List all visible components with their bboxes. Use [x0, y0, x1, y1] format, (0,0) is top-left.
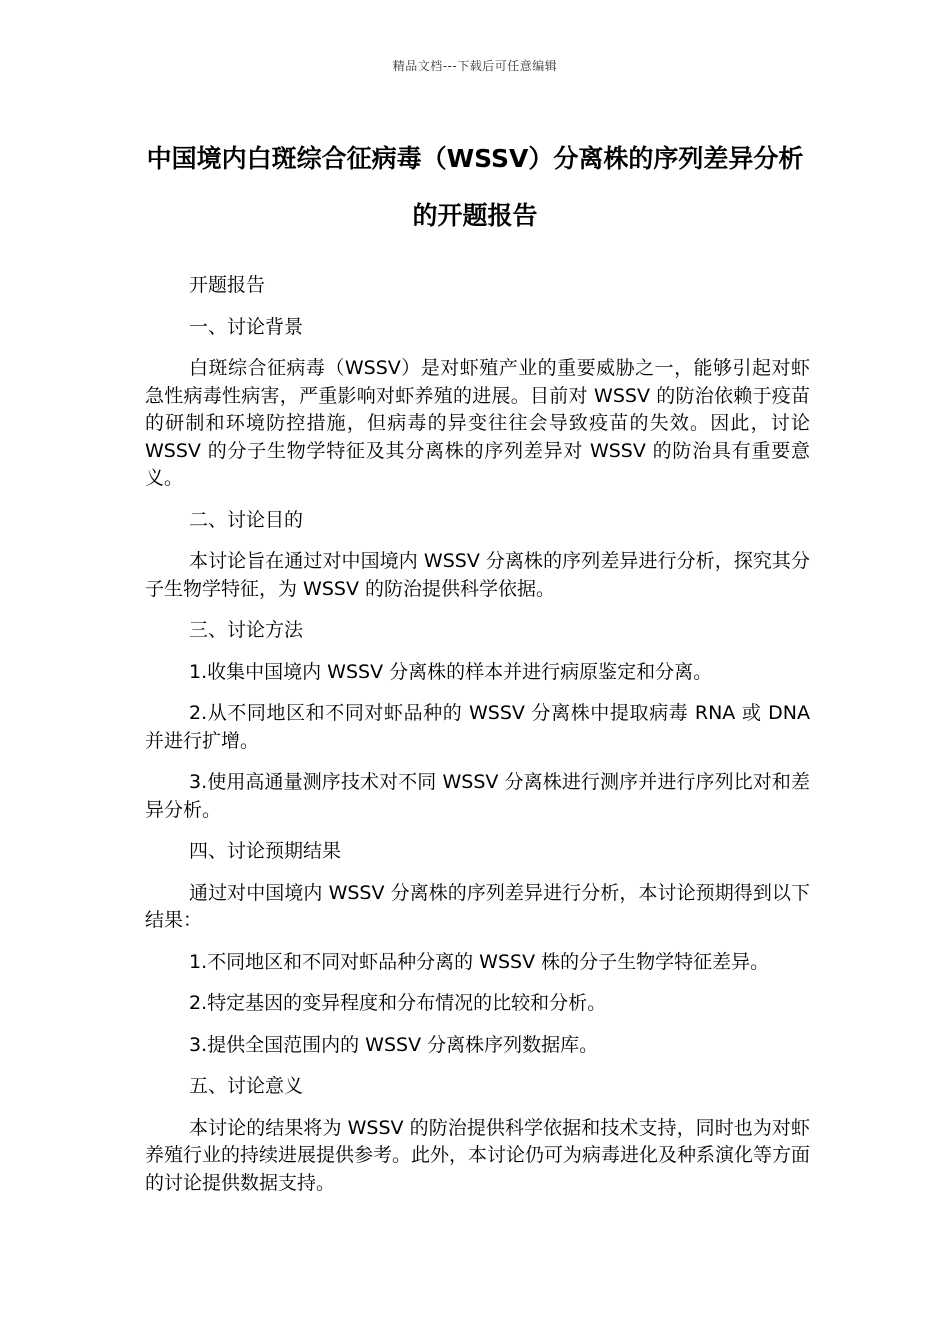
section-heading-significance: 五、讨论意义: [189, 1075, 304, 1097]
document-body: [145, 272, 810, 1211]
paragraph-report-label: 开题报告: [189, 274, 266, 296]
list-item-method-2: 2.从不同地区和不同对虾品种的 WSSV 分离株中提取病毒 RNA 或 DNA 并进行扩增。: [145, 702, 810, 752]
paragraph-significance: 本讨论的结果将为 WSSV 的防治提供科学依据和技术支持，同时也为对虾养殖行业的持续进展提供参考。此外，本讨论仍可为病毒进化及种系演化等方面的讨论提供数据支持。: [145, 1116, 811, 1194]
document-title: 中国境内白斑综合征病毒（WSSV）分离株的序列差异分析的开题报告: [146, 144, 804, 230]
list-item-result-3: 3.提供全国范围内的 WSSV 分离株序列数据库。: [189, 1033, 599, 1056]
paragraph-expected-results: 通过对中国境内 WSSV 分离株的序列差异进行分析，本讨论预期得到以下结果：: [145, 881, 810, 931]
paragraph-background: 白斑综合征病毒（WSSV）是对虾殖产业的重要威胁之一，能够引起对虾急性病毒性病害，严重影响对虾养殖的进展。目前对 WSSV 的防治依赖于疫苗的研制和环境防控措施，但病毒的异变往往会导致疫苗的失效。因此，讨论 WSSV 的分子生物学特征及其分离株的序列差异对 WSSV 的防治具有重要意义。: [145, 357, 810, 489]
page-header: 精品文档---下载后可任意编辑: [392, 59, 558, 73]
list-item-result-1: 1.不同地区和不同对虾品种分离的 WSSV 株的分子生物学特征差异。: [189, 950, 770, 973]
list-item-method-3: 3.使用高通量测序技术对不同 WSSV 分离株进行测序并进行序列比对和差异分析。: [145, 771, 810, 821]
list-item-method-1: 1.收集中国境内 WSSV 分离株的样本并进行病原鉴定和分离。: [189, 660, 713, 683]
list-item-result-2: 2.特定基因的变异程度和分布情况的比较和分析。: [189, 992, 607, 1014]
section-heading-background: 一、讨论背景: [189, 315, 304, 338]
paragraph-purpose: 本讨论旨在通过对中国境内 WSSV 分离株的序列差异进行分析，探究其分子生物学特征，为 WSSV 的防治提供科学依据。: [145, 550, 810, 600]
section-heading-methods: 三、讨论方法: [189, 619, 304, 641]
section-heading-expected-results: 四、讨论预期结果: [189, 840, 342, 862]
section-heading-purpose: 二、讨论目的: [189, 508, 304, 531]
